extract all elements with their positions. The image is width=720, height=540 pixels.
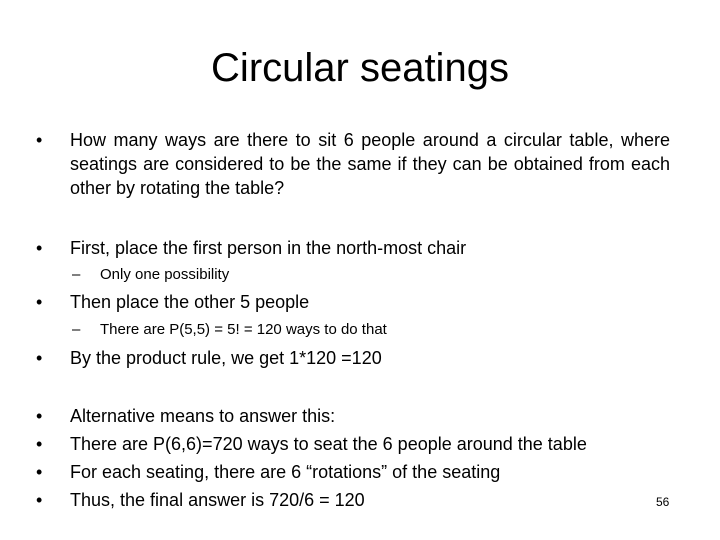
bullet-text: Thus, the final answer is 720/6 = 120 — [70, 490, 365, 510]
sub-bullet-dash: – — [72, 321, 81, 338]
sub-bullet-text: There are P(5,5) = 5! = 120 ways to do that — [100, 321, 387, 338]
bullet-dot: • — [36, 130, 43, 150]
bullet-dot: • — [36, 406, 43, 426]
bullet-dot: • — [36, 348, 43, 368]
sub-bullet-dash: – — [72, 266, 81, 283]
bullet-text: There are P(6,6)=720 ways to seat the 6 people around the table — [70, 434, 587, 454]
slide-title: Circular seatings — [211, 46, 509, 90]
bullet-dot: • — [36, 462, 43, 482]
bullet-text: For each seating, there are 6 “rotations” of the seating — [70, 462, 501, 482]
bullet-dot: • — [36, 238, 43, 258]
sub-bullet-text: Only one possibility — [100, 266, 230, 283]
bullet-text: Then place the other 5 people — [70, 292, 310, 312]
bullet-text: Alternative means to answer this: — [70, 406, 336, 426]
bullet-text: First, place the first person in the north-most chair — [70, 238, 467, 258]
bullet-dot: • — [36, 434, 43, 454]
bullet-text: By the product rule, we get 1*120 =120 — [70, 348, 382, 368]
page-number: 56 — [656, 495, 670, 509]
bullet-dot: • — [36, 292, 43, 312]
bullet-dot: • — [36, 490, 43, 510]
bullet-text: How many ways are there to sit 6 people around a circular table, where seatings are considered to be the same if they can be obtained from each other by rotating the table? — [70, 130, 670, 198]
